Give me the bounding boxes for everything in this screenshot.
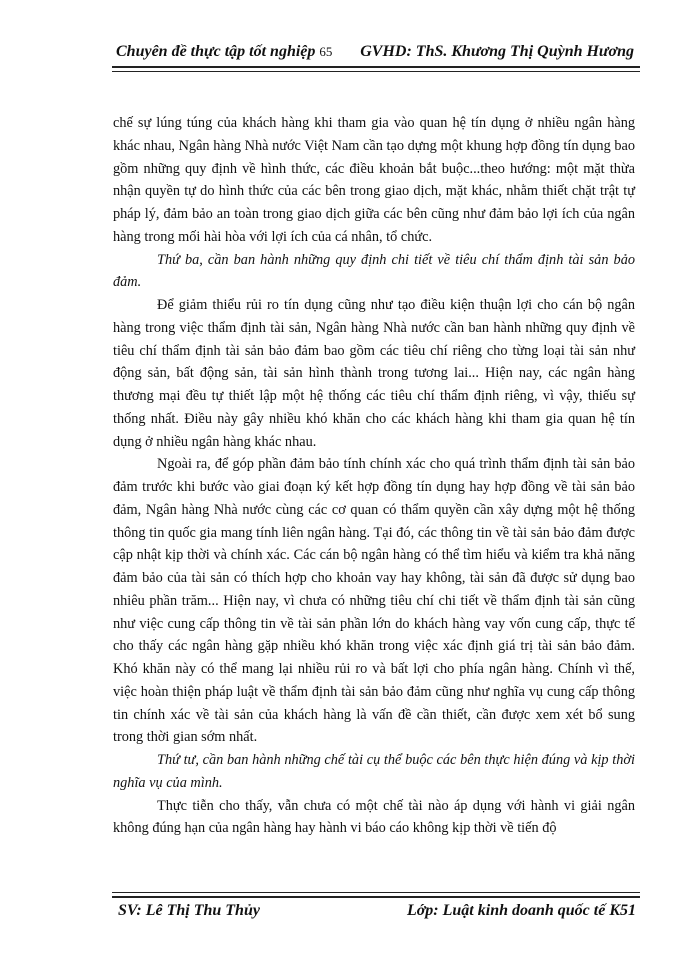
section-heading-third: Thứ ba, cần ban hành những quy định chi tiết về tiêu chí thẩm định tài sản bảo đảm. — [113, 251, 635, 291]
header-left — [116, 43, 336, 61]
page-number: 65 — [319, 44, 333, 59]
footer-class: Lớp: Luật kinh doanh quốc tế K51 — [406, 902, 636, 919]
paragraph: Để giảm thiểu rủi ro tín dụng cũng như tạo điều kiện thuận lợi cho cán bộ ngân hàng trong việc thẩm định tài sản, Ngân hàng Nhà nước cần ban hành những quy định về tiêu chí thẩm định tài sản bảo đảm bao gồm các tiêu chí riêng cho từng loại tài sản như động sản, bất động sản, tài sản hình thành trong tương lai... Hiện nay, các ngân hàng thương mại đều tự thiết lập một hệ thống các tiêu chí thẩm định riêng, vì vậy, thiếu sự thống nhất. Điều này gây nhiều khó khăn cho các khách hàng khi tham gia quan hệ tín dụng ở nhiều ngân hàng khác nhau. — [113, 297, 635, 450]
page-header — [112, 39, 640, 69]
paragraph: Ngoài ra, để góp phần đảm bảo tính chính xác cho quá trình thẩm định tài sản bảo đảm trước khi bước vào giai đoạn ký kết hợp đồng tín dụng hay hợp đồng về tài sản bảo đảm, Ngân hàng Nhà nước cùng các cơ quan có thẩm quyền cần xây dựng một hệ thống thông tin quốc gia mang tính liên ngân hàng. Tại đó, các thông tin về tài sản bảo đảm được cập nhật kịp thời và chính xác. Các cán bộ ngân hàng có thể tìm hiểu và kiểm tra khả năng đảm bảo của tài sản có thích hợp cho khoản vay hay không, tài sản đã được sử dụng bao nhiêu phần trăm... Hiện nay, vì chưa có những tiêu chí chi tiết về thẩm định tài sản cũng như việc cung cấp thông tin về tài sản phần lớn do khách hàng vay vốn cung cấp, thực tế cho thấy các ngân hàng gặp nhiều khó khăn trong việc xác định giá trị tài sản bảo đảm. Khó khăn này có thể mang lại nhiều rủi ro và bất lợi cho phía ngân hàng. Chính vì thế, việc hoàn thiện pháp luật về thẩm định tài sản bảo đảm cũng như nghĩa vụ cung cấp thông tin chính xác về tài sản của khách hàng là vấn đề cần thiết, cần được xem xét bổ sung trong thời gian sớm nhất. — [113, 456, 635, 746]
paragraph: Thực tiễn cho thấy, vẫn chưa có một chế tài nào áp dụng với hành vi giải ngân không đúng hạn của ngân hàng hay hành vi báo cáo không kịp thời về tiến độ — [113, 797, 635, 837]
paragraph-continuation: chế sự lúng túng của khách hàng khi tham gia vào quan hệ tín dụng ở nhiều ngân hàng khác nhau, Ngân hàng Nhà nước Việt Nam cần tạo dựng một khung hợp đồng tín dụng bao gồm những quy định về hình thức, các điều khoản bắt buộc...theo hướng: một mặt thừa nhận quyền tự do hình thức của các bên trong giao dịch, mặt khác, nhằm thiết chặt trật tự pháp lý, đảm bảo an toàn trong giao dịch giữa các bên cũng như đảm bảo lợi ích của ngân hàng trong mối hài hòa với lợi ích của cá nhân, tổ chức. — [113, 115, 635, 245]
footer-student: SV: Lê Thị Thu Thủy — [118, 902, 260, 919]
header-title: Chuyên đề thực tập tốt nghiệp — [116, 43, 316, 60]
header-supervisor: GVHD: ThS. Khương Thị Quỳnh Hương — [360, 43, 634, 60]
page-footer — [112, 902, 640, 926]
footer-rule — [112, 892, 640, 898]
body-text — [113, 112, 635, 840]
section-heading-fourth: Thứ tư, cần ban hành những chế tài cụ thể buộc các bên thực hiện đúng và kịp thời nghĩa vụ của mình. — [113, 752, 635, 791]
header-rule — [112, 66, 640, 72]
